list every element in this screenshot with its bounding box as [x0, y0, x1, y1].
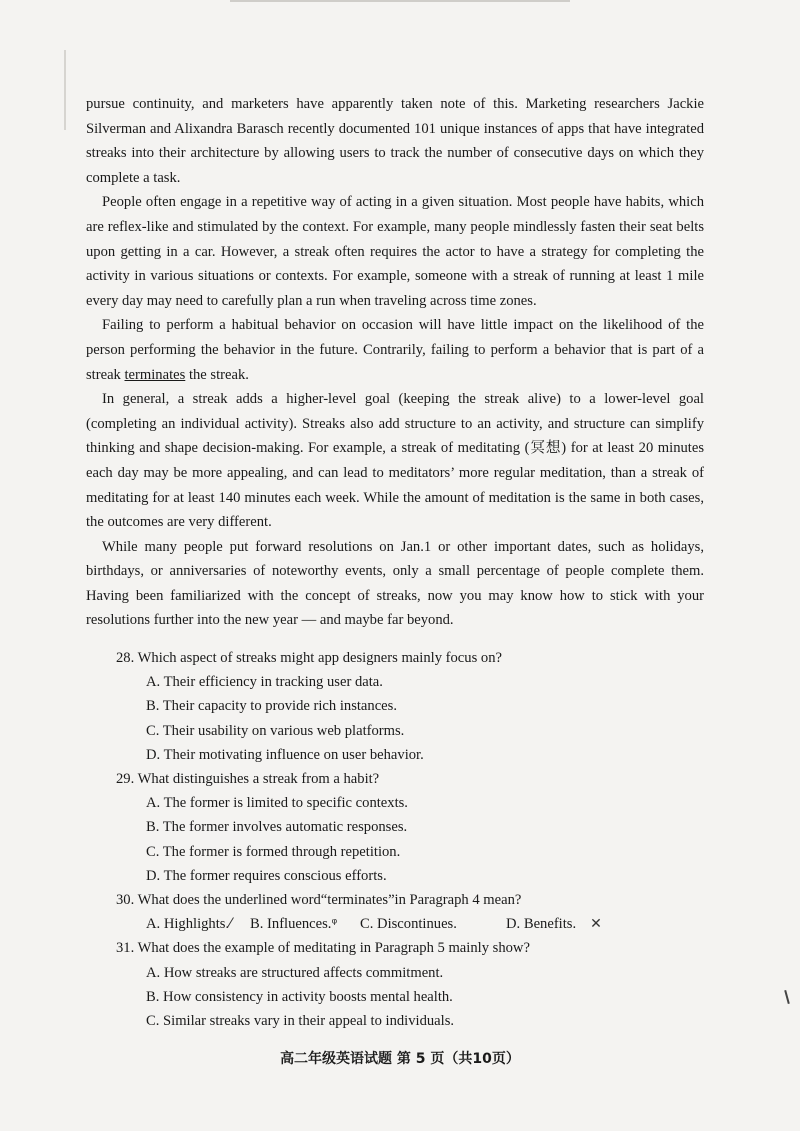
option-29d: D. The former requires conscious efforts. [146, 867, 387, 884]
underlined-word: terminates [124, 366, 186, 383]
paragraph-5: While many people put forward resolutions on Jan.1 or other important dates, such as holidays, birthdays, or anniversaries of noteworthy events, only a small percentage of people complete them. Having been familiarized with the concept of streaks, now you may know how to stick with your resolutions further into the new year — and maybe far beyond. [86, 538, 704, 629]
option-30a [146, 912, 250, 936]
option-31c: C. Similar streaks vary in their appeal to individuals. [146, 1013, 455, 1030]
paragraph-2: People often engage in a repetitive way of acting in a given situation. Most people have habits, which are reflex-like and stimulated by the context. For example, many people mindlessly fasten their seat belts upon getting in a car. However, a streak often requires the actor to have a strategy for completing the activity in various situations or contexts. For example, someone with a streak of running at least 1 mile every day may need to carefully plan a run when traveling across time zones. [86, 194, 704, 309]
paragraph-3-text-a: Failing to perform a habitual behavior on occasion will have little impact on the likelihood of the person performing the behavior in the future. Contrarily, failing to perform a behavior that is part of a streak [86, 317, 704, 383]
option-28d: D. Their motivating influence on user behavior. [146, 746, 424, 763]
page-footer: 高二年级英语试题 第 5 页（共10页） [280, 1051, 520, 1067]
scan-artifact-top [230, 0, 570, 2]
cross-mark-icon: ✕ [590, 916, 602, 933]
paragraph-4: In general, a streak adds a higher-level goal (keeping the streak alive) to a lower-level goal (completing an individual activity). Streaks also add structure to an activity, and structure can simplify thinking and shape decision-making. For example, a streak of meditating (冥想) for at least 20 minutes each day may be more appealing, and can lead to meditators’ more regular meditation, than a streak of meditating for at least 140 minutes each week. While the amount of meditation is the same in both cases, the outcomes are very different. [86, 391, 704, 531]
question-29: 29. What distinguishes a streak from a habit? [116, 771, 380, 788]
option-31b: B. How consistency in activity boosts mental health. [146, 988, 453, 1005]
question-31: 31. What does the example of meditating in Paragraph 5 mainly show? [116, 940, 530, 957]
option-28c: C. Their usability on various web platforms. [146, 722, 405, 739]
option-29b: B. The former involves automatic responses. [146, 819, 408, 836]
question-28: 28. Which aspect of streaks might app designers mainly focus on? [116, 650, 502, 666]
pen-mark [784, 990, 790, 1004]
question-block [86, 646, 704, 1033]
option-30c: C. Discontinues. [360, 916, 457, 933]
scan-artifact-edge [64, 50, 66, 130]
option-30b [250, 912, 360, 936]
reading-passage [86, 92, 704, 633]
handwritten-mark: ᵠ [331, 916, 338, 933]
option-30b-text: B. Influences. [250, 916, 332, 933]
paragraph-1: pursue continuity, and marketers have apparently taken note of this. Marketing researchers Jackie Silverman and Alixandra Barasch recently documented 101 unique instances of apps that have integrated streaks into their architecture by allowing users to track the number of consecutive days on which they complete a task. [86, 96, 704, 186]
option-29a: A. The former is limited to specific contexts. [146, 795, 408, 812]
options-30 [86, 912, 704, 936]
paragraph-3-text-b: the streak. [185, 366, 249, 383]
option-30a-text: A. Highlights. [146, 916, 230, 933]
paragraph-3 [86, 313, 704, 387]
question-30: 30. What does the underlined word“terminates”in Paragraph 4 mean? [116, 892, 522, 909]
option-28b: B. Their capacity to provide rich instances. [146, 698, 397, 715]
handwritten-mark: ⁄ [229, 916, 232, 933]
option-28a: A. Their efficiency in tracking user data. [146, 674, 383, 691]
option-31a: A. How streaks are structured affects commitment. [146, 964, 444, 981]
option-29c: C. The former is formed through repetition. [146, 843, 401, 860]
option-30d: D. Benefits. [506, 916, 577, 933]
